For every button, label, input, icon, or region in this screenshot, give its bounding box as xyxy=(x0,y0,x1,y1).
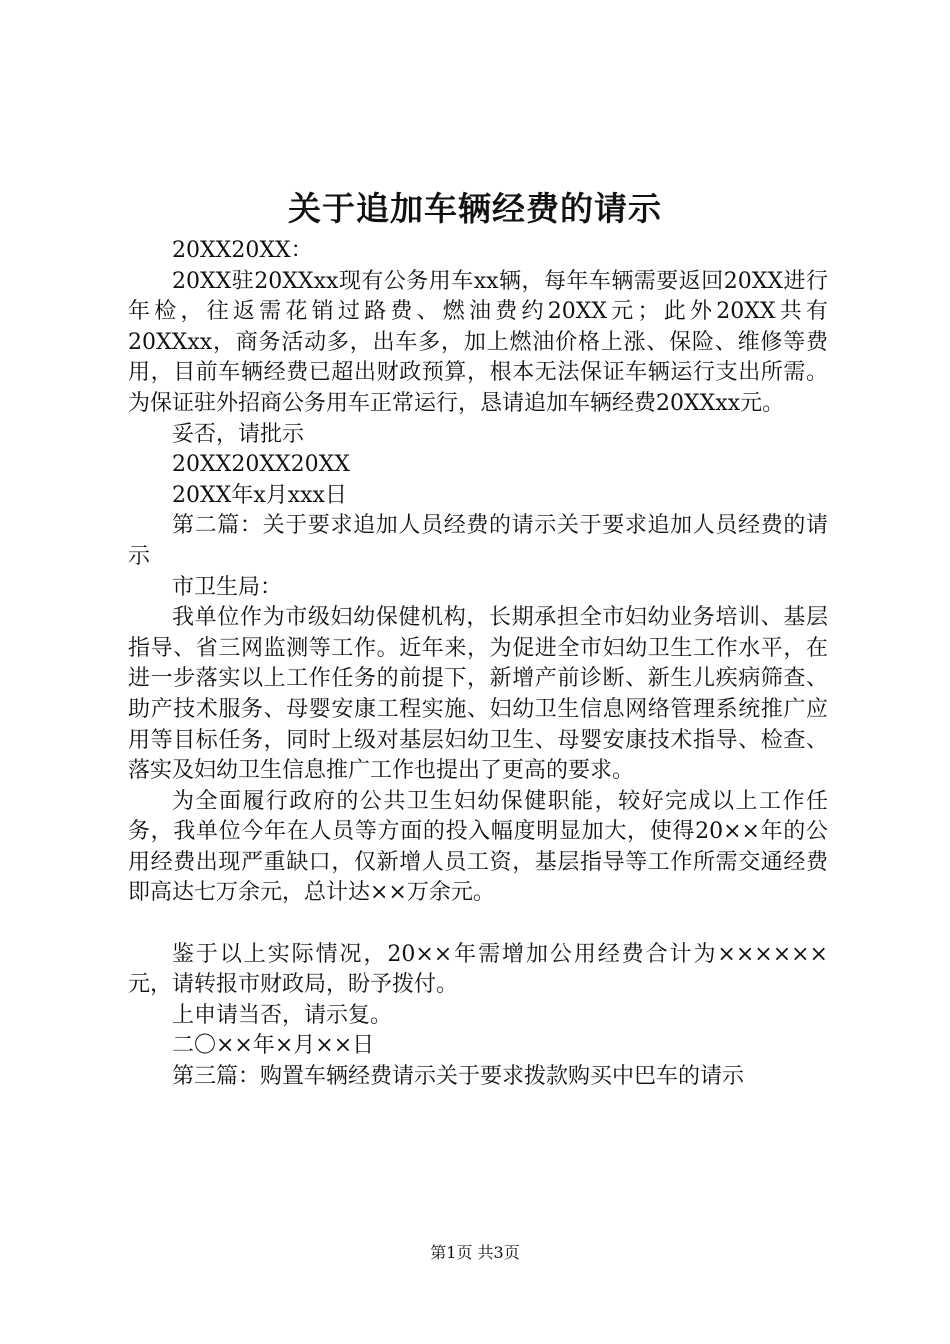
paragraph-background: 我单位作为市级妇幼保健机构，长期承担全市妇幼业务培训、基层指导、省三网监测等工作。近年来，为促进全市妇幼卫生工作水平，在进一步落实以上工作任务的前提下，新增产前诊断、新生儿疾病筛查、助产技术服务、母婴安康工程实施、妇幼卫生信息网络管理系统推广应用等目标任务，同时上级对基层妇幼卫生、母婴安康技术指导、检查、落实及妇幼卫生信息推广工作也提出了更高的要求。 xyxy=(128,605,828,784)
salutation: 20XX20XX： xyxy=(172,238,313,263)
document-body xyxy=(128,236,828,1093)
paragraph-closing: 上申请当否，请示复。 xyxy=(172,1002,393,1028)
paragraph-signatory: 20XX20XX20XX xyxy=(172,452,350,478)
section-heading-2: 第二篇：关于要求追加人员经费的请示关于要求追加人员经费的请示 xyxy=(128,513,828,569)
recipient: 市卫生局： xyxy=(172,574,283,600)
paragraph-approval-request: 妥否，请批示 xyxy=(172,421,305,447)
section-heading-3: 第三篇：购置车辆经费请示关于要求拨款购买中巴车的请示 xyxy=(172,1064,745,1090)
paragraph-funding-gap: 为全面履行政府的公共卫生妇幼保健职能，较好完成以上工作任务，我单位今年在人员等方面的投入幅度明显加大，使得20××年的公用经费出现严重缺口，仅新增人员工资，基层指导等工作所需交通经费即高达七万余元，总计达××万余元。 xyxy=(128,788,828,906)
document-title: 关于追加车辆经费的请示 xyxy=(288,189,662,228)
paragraph-funding-request: 鉴于以上实际情况，20××年需增加公用经费合计为××××××元，请转报市财政局，盼予拨付。 xyxy=(128,941,828,998)
paragraph-vehicle-request: 20XX驻20XXxx现有公务用车xx辆，每年车辆需要返回20XX进行年检，往返需花销过路费、燃油费约20XX元；此外20XX共有20XXxx，商务活动多，出车多，加上燃油价格上涨、保险、维修等费用，目前车辆经费已超出财政预算，根本无法保证车辆运行支出所需。为保证驻外招商公务用车正常运行，恳请追加车辆经费20XXxx元。 xyxy=(128,268,828,416)
paragraph-date: 20XX年x月xxx日 xyxy=(172,482,347,508)
page-indicator: 第1页 共3页 xyxy=(430,1243,520,1262)
paragraph-date-2: 二〇××年×月××日 xyxy=(172,1033,375,1059)
